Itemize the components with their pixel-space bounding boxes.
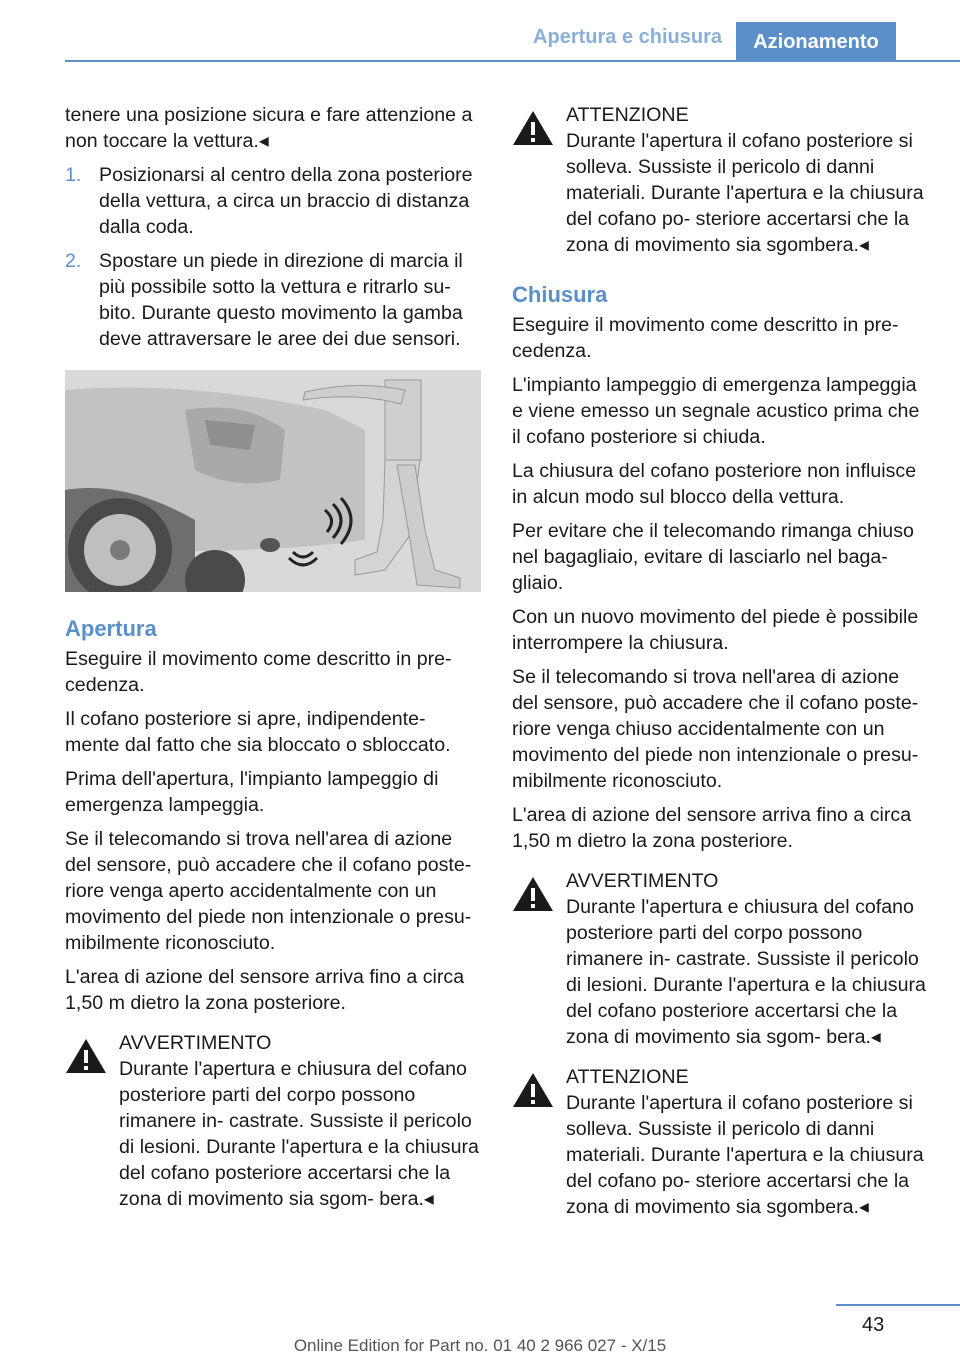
- section-heading-apertura: Apertura: [65, 616, 157, 641]
- paragraph: Per evitare che il telecomando rimanga chiuso nel bagagliaio, evitare di lasciarlo nel baga- gliaio.: [512, 520, 914, 594]
- header-rule: [65, 60, 960, 62]
- paragraph: L'impianto lampeggio di emergenza lampeggia e viene emesso un segnale acustico prima che il cofano posteriore si chiuda.: [512, 374, 920, 448]
- step-item: [65, 248, 481, 352]
- warning-triangle-icon: [512, 1072, 554, 1108]
- paragraph: L'area di azione del sensore arriva fino a circa 1,50 m dietro la zona posteriore.: [512, 804, 912, 852]
- paragraph: La chiusura del cofano posteriore non influisce in alcun modo sul blocco della vettura.: [512, 460, 917, 508]
- header-section-title: Apertura e chiusura: [533, 26, 722, 48]
- caution-notice: [512, 102, 928, 258]
- right-column: [512, 102, 928, 1234]
- paragraph: Con un nuovo movimento del piede è possibile interrompere la chiusura.: [512, 606, 919, 654]
- warning-title: AVVERTIMENTO: [119, 1032, 272, 1054]
- step-item: [65, 162, 481, 240]
- caution-notice: [512, 1064, 928, 1220]
- warning-body: Durante l'apertura e chiusura del cofano posteriore parti del corpo possono rimanere in- castrate. Sussiste il pericolo di lesioni. Durante l'apertura e la chiusura del cofano posteriore accertarsi che la zona di movimento sia sgom- bera.◂: [566, 896, 926, 1048]
- paragraph: Eseguire il movimento come descritto in pre- cedenza.: [65, 648, 452, 696]
- footer-rule: [836, 1304, 960, 1306]
- section-heading-chiusura: Chiusura: [512, 282, 608, 307]
- warning-body: Durante l'apertura e chiusura del cofano posteriore parti del corpo possono rimanere in- castrate. Sussiste il pericolo di lesioni. Durante l'apertura e la chiusura del cofano posteriore accertarsi che la zona di movimento sia sgom- bera.◂: [119, 1058, 479, 1210]
- paragraph: L'area di azione del sensore arriva fino a circa 1,50 m dietro la zona posteriore.: [65, 966, 465, 1014]
- step-number: 2.: [65, 250, 82, 272]
- caution-title: ATTENZIONE: [566, 104, 689, 126]
- step-number: 1.: [65, 164, 82, 186]
- step-text: Spostare un piede in direzione di marcia il più possibile sotto la vettura e ritrarlo su- bito. Durante questo movimento la gamba deve attraversare le aree dei due sensori.: [99, 250, 463, 350]
- caution-body: Durante l'apertura il cofano posteriore si solleva. Sussiste il pericolo di danni materiali. Durante l'apertura e la chiusura del cofano po- steriore accertarsi che la zona di movimento sia sgombera.◂: [566, 1092, 924, 1218]
- paragraph: Se il telecomando si trova nell'area di azione del sensore, può accadere che il cofano poste- riore venga aperto accidentalmente con un movimento del piede non intenzionale o presu- mibilmente riconosciuto.: [65, 828, 472, 954]
- caution-body: Durante l'apertura il cofano posteriore si solleva. Sussiste il pericolo di danni materiali. Durante l'apertura e la chiusura del cofano po- steriore accertarsi che la zona di movimento sia sgombera.◂: [566, 130, 924, 256]
- page-number: 43: [862, 1314, 885, 1336]
- paragraph: Se il telecomando si trova nell'area di azione del sensore, può accadere che il cofano poste- riore venga chiuso accidentalmente con un movimento del piede non intenzionale o presu- mibilmente riconosciuto.: [512, 666, 919, 792]
- header-chapter-tab: Azionamento: [736, 22, 896, 62]
- paragraph: Il cofano posteriore si apre, indipendente- mente dal fatto che sia bloccato o sbloccato.: [65, 708, 451, 756]
- warning-triangle-icon: [65, 1038, 107, 1074]
- left-column: [65, 102, 481, 1226]
- warning-title: AVVERTIMENTO: [566, 870, 719, 892]
- caution-title: ATTENZIONE: [566, 1066, 689, 1088]
- footer-edition-note: Online Edition for Part no. 01 40 2 966 027 - X/15: [293, 1336, 667, 1355]
- warning-notice: [512, 868, 928, 1050]
- warning-triangle-icon: [512, 110, 554, 146]
- warning-notice: [65, 1030, 481, 1212]
- step-text: Posizionarsi al centro della zona posteriore della vettura, a circa un braccio di distanza dalla coda.: [99, 164, 473, 238]
- intro-paragraph: tenere una posizione sicura e fare attenzione a non toccare la vettura.◂: [65, 104, 473, 152]
- foot-gesture-illustration: [65, 370, 481, 592]
- page-header: [0, 0, 960, 62]
- warning-triangle-icon: [512, 876, 554, 912]
- paragraph: Eseguire il movimento come descritto in pre- cedenza.: [512, 314, 899, 362]
- paragraph: Prima dell'apertura, l'impianto lampeggio di emergenza lampeggia.: [65, 768, 439, 816]
